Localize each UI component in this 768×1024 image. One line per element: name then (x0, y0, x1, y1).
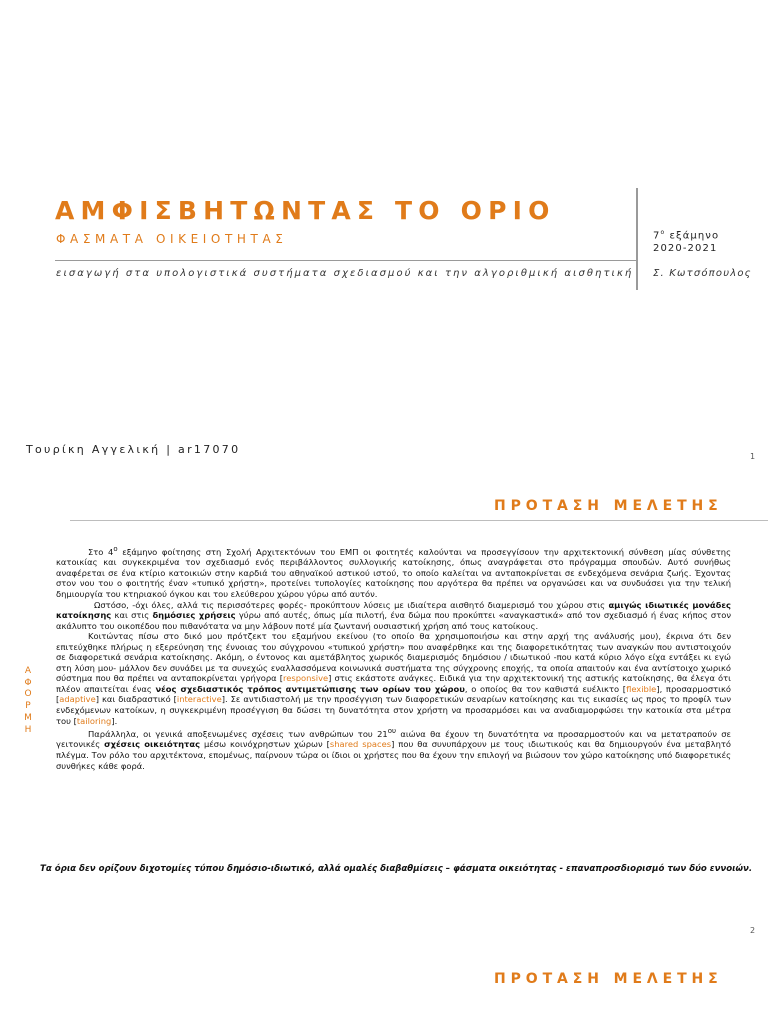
section-divider (70, 520, 768, 521)
header-divider (55, 260, 636, 261)
side-label-letter: Φ (24, 677, 32, 688)
side-label-vertical (21, 666, 35, 736)
side-label-letter: Ρ (25, 701, 31, 712)
pull-quote: Τα όρια δεν ορίζουν διχοτομίες τύπου δημόσιο-ιδιωτικό, αλλά ομαλές διαβαθμίσεις – φάσματα οικειότητας - επαναπροσδιορισμό των δύο εννοιών. (40, 864, 753, 874)
paragraph: Κοιτώντας πίσω στο δικό μου πρότζεκτ του εξαμήνου εκείνου (το οποίο θα χρησιμοποιήσω και στην αρχή της ανάλυσής μου), έκρινα ότι δεν επιτεύχθηκε πλήρως η εξερεύνηση της έννοιας του σύγχρονου «τυπικού χρήστη» που αναφέρθηκε και της διαφορετικότητας των αναγκών που αντιστοιχούν σε διαφορετικά σενάρια κατοίκησης. Ακόμη, ο έντονος και αμετάβλητος χωρικός διαμερισμός δημόσιου / ιδιωτικού -που κατά κύριο λόγο είχα εντάξει κι εγώ στη λύση μου- μάλλον δεν συνάδει με τα συνεχώς εναλλασσόμενα κοινωνικά συστήματα της σύγχρονης εποχής, τα οποία απαιτούν και ένα αντίστοιχο χωρικό σύστημα που θα πρέπει να ανταποκρίνεται γρήγορα [responsive] στις εκάστοτε ανάγκες. Ειδικά για την αρχιτεκτονική της αστικής κατοίκησης, θα έλεγα ότι πλέον απαιτείται ένας νέος σχεδιαστικός τρόπος αντιμετώπισης των ορίων του χώρου, ο οποίος θα τον καθιστά ευέλικτο [flexible], προσαρμοστικό [adaptive] και διαδραστικό [interactive]. Σε αντιδιαστολή με την προσέγγιση των διαφορετικών σεναρίων κατοίκησης και τις εικασίες ως προς το προφίλ των ενδεχόμενων κατοίκων, η συγκεκριμένη προσέγγιση θα δώσει τη δυνατότητα στον χρήστη να προσαρμόσει και να αναδιαμορφώσει την κατοικία στα μέτρα του [tailoring]. (56, 631, 732, 726)
semester-text: εξάμηνο (665, 230, 720, 242)
paragraph: Παράλληλα, οι γενικά αποξενωμένες σχέσεις των ανθρώπων του $21^{o\upsilon}$ αιώνα θα έχουν τη δυνατότητα να προσαρμοστούν και να μετατραπούν σε γειτονικές σχέσεις οικειότητας μέσω κοινόχρηστων χώρων [shared spaces] που θα συνυπάρχουν με τους ιδιωτικούς και θα δημιουργούν ένα μεταβλητό πλέγμα. Τον ρόλο του αρχιτέκτονα, επομένως, παίρνουν τώρα οι ίδιοι οι χρήστες που θα έχουν την επιλογή να βιώσουν τον χώρο κατοίκησης υπό διαφορετικές συνθήκες κάθε φορά. (56, 727, 732, 771)
semester-superscript: ο (660, 229, 666, 236)
course-title: εισαγωγή στα υπολογιστικά συστήματα σχεδιασμού και την αλγοριθμική αισθητική (56, 268, 634, 279)
document-subtitle: ΦΑΣΜΑΤΑ ΟΙΚΕΙΟΤΗΤΑΣ (56, 232, 288, 246)
academic-year: 2020-2021 (653, 243, 718, 254)
page-number: 2 (750, 926, 756, 935)
author-line: Τουρίκη Αγγελική | ar17070 (26, 443, 241, 456)
paragraph: Ωστόσο, -όχι όλες, αλλά τις περισσότερες φορές- προκύπτουν λύσεις με ιδιαίτερα αισθητό διαμερισμό του χώρου στις αμιγώς ιδιωτικές μονάδες κατοίκησης και στις δημόσιες χρήσεις γύρω από αυτές, όπως μία πιλοτή, ένα δώμα που προκύπτει «αναγκαστικά» από τον σχεδιασμό ή ένας κήπος στον ακάλυπτο του οικοπέδου που πιθανότατα να μην λάβουν ποτέ μία ζωντανή ουσιαστική χρήση από τους κατοίκους. (56, 599, 731, 631)
semester-number: 7 (653, 230, 661, 242)
body-text (56, 544, 731, 771)
side-label-letter: Ο (24, 689, 32, 700)
paragraph: Στο $4^o$ εξάμηνο φοίτησης στη Σχολή Αρχιτεκτόνων του ΕΜΠ οι φοιτητές καλούνται να προσεγγίσουν την αρχιτεκτονική σύνθεση μίας σύνθετης κατοικίας και συγκεκριμένα τον σχεδιασμό ενός περιβάλλοντος συλλογικής κατοίκησης, όπως αναγράφεται στο πρόγραμμα σπουδών. Αυτό συνήθως αναφέρεται σε ένα κτίριο κατοικιών στην καρδιά του αθηναϊκού αστικού ιστού, το οποίο καλείται να ανταποκρίνεται σε ενδεχόμενα σενάρια ζωής. Έχοντας στον νου του ο φοιτητής έναν «τυπικό χρήστη», προτείνει τυπολογίες κατοίκησης που αργότερα θα πρέπει να οργανώσει και να συνδυάσει για την τελική δημιουργία του κτηριακού όγκου και του ελεύθερου χώρου γύρω από αυτόν. (56, 545, 731, 599)
vertical-divider (636, 188, 638, 290)
page-number: 1 (750, 452, 756, 461)
professor-name: Σ. Κωτσόπουλος (653, 268, 752, 279)
side-label-letter: Η (24, 724, 32, 735)
section-heading: ΠΡΟΤΑΣΗ ΜΕΛΕΤΗΣ (494, 498, 723, 514)
side-label-letter: Α (24, 666, 32, 676)
document-title: ΑΜΦΙΣΒΗΤΩΝΤΑΣ ΤΟ ΟΡΙΟ (55, 196, 556, 225)
semester-label (653, 229, 719, 241)
section-heading: ΠΡΟΤΑΣΗ ΜΕΛΕΤΗΣ (494, 971, 723, 987)
side-label-letter: Μ (24, 712, 32, 723)
